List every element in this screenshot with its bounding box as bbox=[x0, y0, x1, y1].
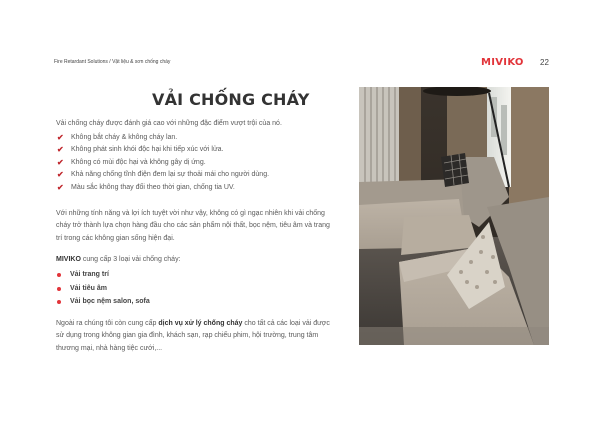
page-title: VẢI CHỐNG CHÁY bbox=[152, 90, 310, 109]
brand-logo: MIVIKO bbox=[481, 57, 524, 68]
feature-list bbox=[56, 132, 338, 195]
fabric-type-item bbox=[56, 268, 338, 282]
red-dot-icon bbox=[57, 273, 61, 277]
feature-text: Không có mùi độc hại và không gây dị ứng. bbox=[71, 158, 206, 166]
fabric-type-label: Vải tiêu âm bbox=[70, 284, 107, 292]
feature-item bbox=[56, 144, 338, 157]
brand-name: MIVIKO bbox=[56, 256, 81, 264]
check-icon: ✔ bbox=[57, 132, 64, 142]
fabric-type-list bbox=[56, 268, 338, 309]
fabric-type-item bbox=[56, 282, 338, 296]
check-icon: ✔ bbox=[57, 145, 64, 155]
service-text-before: Ngoài ra chúng tôi còn cung cấp bbox=[56, 319, 159, 327]
breadcrumb: Fire Retardant Solutions / Vật liệu & sơn chống cháy bbox=[54, 59, 171, 65]
fabric-type-label: Vải trang trí bbox=[70, 270, 109, 278]
feature-text: Không bắt cháy & không cháy lan. bbox=[71, 133, 178, 141]
feature-item bbox=[56, 182, 338, 195]
feature-text: Không phát sinh khói độc hại khi tiếp xúc với lửa. bbox=[71, 146, 224, 154]
check-icon: ✔ bbox=[57, 157, 64, 167]
feature-text: Khả năng chống tĩnh điện đem lại sự thoải mái cho người dùng. bbox=[71, 171, 270, 179]
service-highlight: dịch vụ xử lý chống cháy bbox=[158, 319, 243, 327]
intro-paragraph: Vải chống cháy được đánh giá cao với những đặc điểm vượt trội của nó. bbox=[56, 120, 282, 127]
service-paragraph bbox=[56, 318, 338, 356]
feature-item bbox=[56, 169, 338, 182]
types-intro bbox=[56, 254, 338, 267]
types-intro-text: cung cấp 3 loại vải chống cháy: bbox=[80, 256, 181, 264]
fabric-type-item bbox=[56, 295, 338, 309]
feature-item bbox=[56, 132, 338, 145]
feature-text: Màu sắc không thay đổi theo thời gian, chống tia UV. bbox=[71, 183, 235, 191]
red-dot-icon bbox=[57, 287, 61, 291]
red-dot-icon bbox=[57, 300, 61, 304]
page-number: 22 bbox=[540, 58, 549, 67]
feature-item bbox=[56, 157, 338, 170]
check-icon: ✔ bbox=[57, 182, 64, 192]
fabric-type-label: Vải bọc nệm salon, sofa bbox=[70, 298, 150, 306]
content-column bbox=[56, 118, 338, 356]
sofa-photo bbox=[359, 87, 549, 345]
benefits-paragraph: Với những tính năng và lợi ích tuyệt vời như vậy, không có gì ngạc nhiên khi vải chống cháy trở thành lựa chọn hàng đầu cho các sản phẩm nội thất, bọc nệm, tiêu âm và trang trí trong các không gian sống hiện đại. bbox=[56, 209, 330, 242]
service-text-after: cho tất cả các loại vải được sử dụng trong không gian gia đình, khách sạn, rạp chiếu phim, hội trường, trung tâm thương mại, nhà hàng tiệc cưới,... bbox=[56, 319, 330, 352]
check-icon: ✔ bbox=[57, 170, 64, 180]
